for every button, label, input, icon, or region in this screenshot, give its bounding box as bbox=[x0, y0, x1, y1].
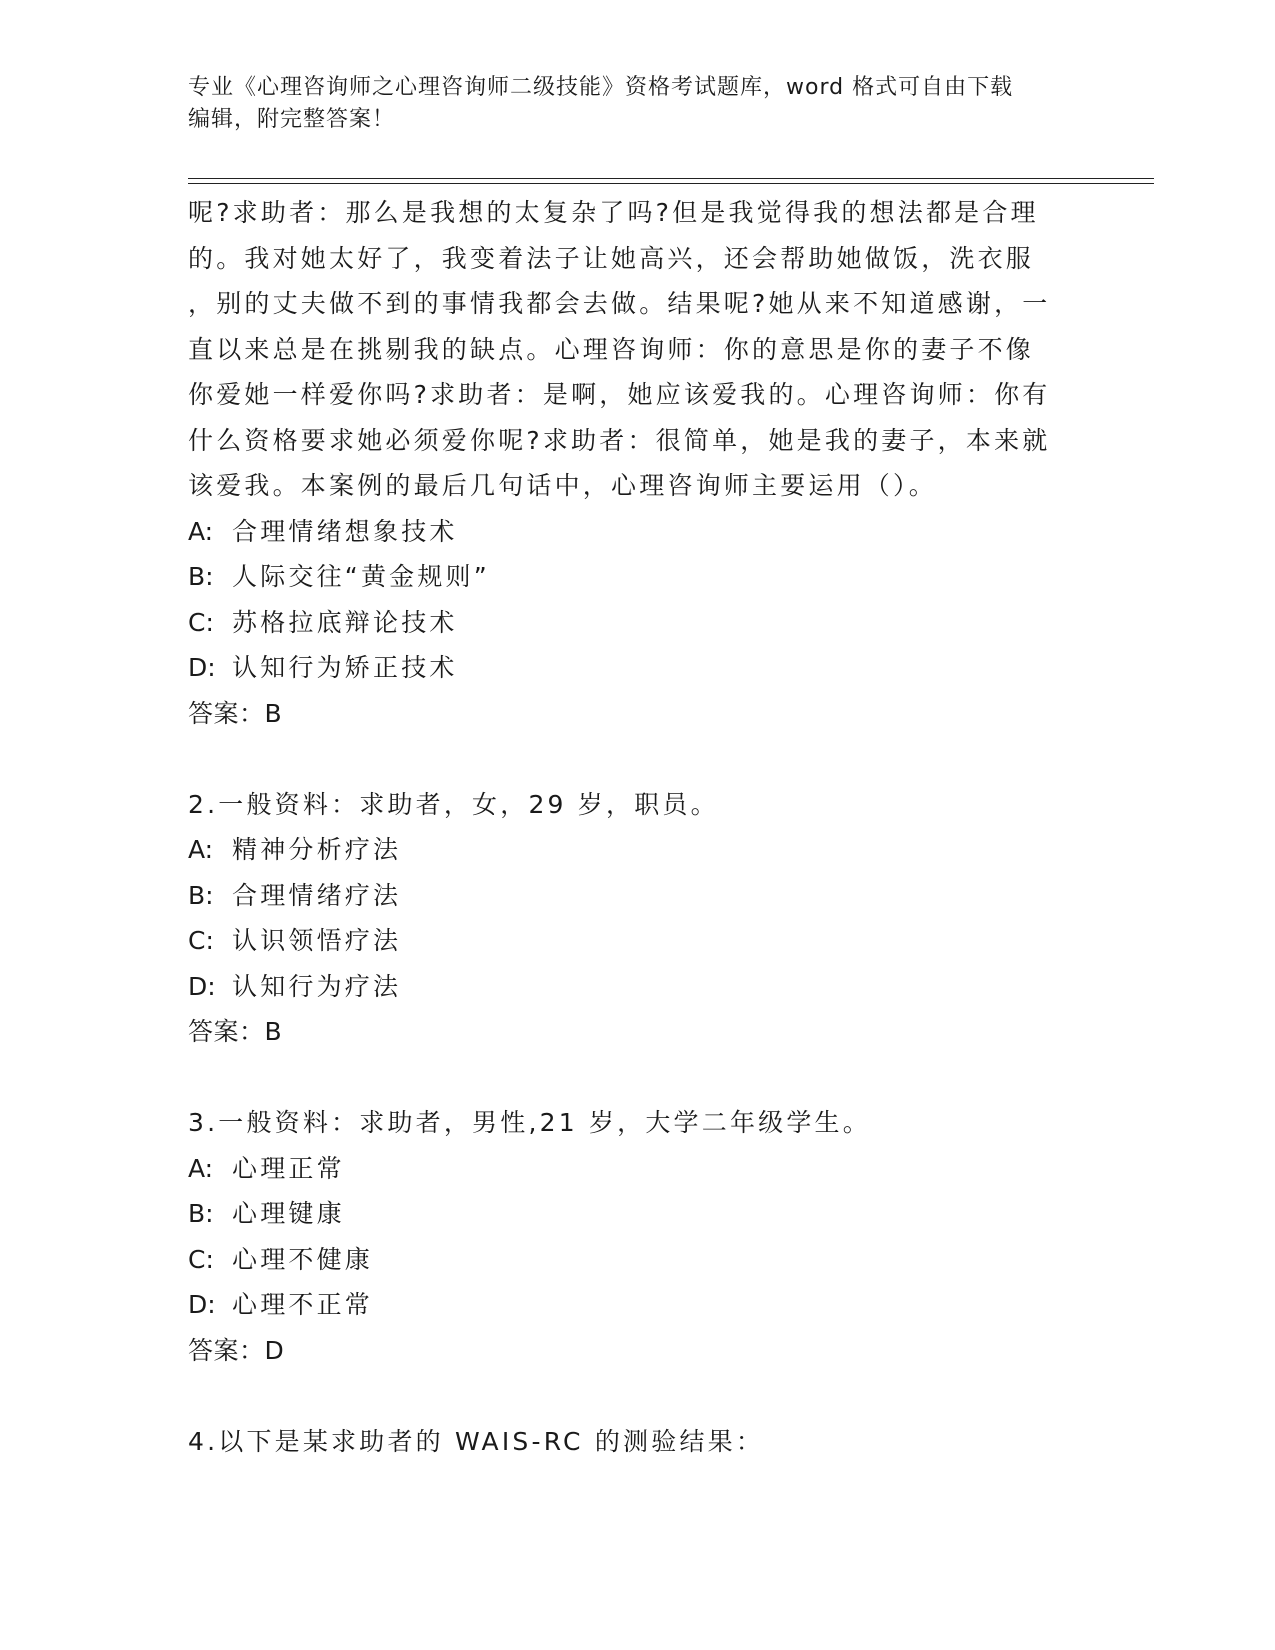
spacer bbox=[188, 736, 1088, 782]
option-label: B: bbox=[188, 562, 214, 591]
question-stem-line: 该爱我。本案例的最后几句话中，心理咨询师主要运用（）。 bbox=[188, 471, 937, 500]
option-b bbox=[188, 873, 1088, 919]
header-line-1: 专业《心理咨询师之心理咨询师二级技能》资格考试题库，word 格式可自由下载 bbox=[188, 75, 1014, 100]
question-stem-line: 直以来总是在挑剔我的缺点。心理咨询师：你的意思是你的妻子不像 bbox=[188, 334, 1035, 364]
option-text: 人际交往“黄金规则” bbox=[232, 562, 490, 591]
option-label: B: bbox=[188, 880, 214, 910]
option-label: B: bbox=[188, 1199, 214, 1228]
option-label: C: bbox=[188, 607, 214, 637]
option-c bbox=[188, 600, 1088, 646]
spacer bbox=[188, 1373, 1088, 1419]
question-stem-line: 你爱她一样爱你吗?求助者：是啊，她应该爱我的。心理咨询师：你有 bbox=[188, 380, 1051, 409]
option-label: A: bbox=[188, 1153, 214, 1183]
document-body bbox=[188, 190, 1088, 1464]
option-c bbox=[188, 1237, 1088, 1283]
option-c bbox=[188, 918, 1088, 964]
answer-line: 答案：D bbox=[188, 1335, 285, 1365]
question-1 bbox=[188, 190, 1088, 736]
option-text: 认知行为矫正技术 bbox=[232, 653, 458, 682]
option-label: A: bbox=[188, 835, 214, 864]
option-label: D: bbox=[188, 971, 216, 1001]
option-label: A: bbox=[188, 516, 214, 546]
option-text: 认识领悟疗法 bbox=[232, 926, 402, 955]
option-d bbox=[188, 645, 1088, 691]
option-text: 心理不正常 bbox=[232, 1290, 374, 1319]
option-text: 精神分析疗法 bbox=[232, 835, 402, 864]
option-label: C: bbox=[188, 1244, 214, 1274]
document-header bbox=[188, 72, 1088, 136]
question-stem-line: 呢?求助者：那么是我想的太复杂了吗?但是我觉得我的想法都是合理 bbox=[188, 198, 1039, 227]
question-4 bbox=[188, 1419, 1088, 1465]
header-line-2: 编辑，附完整答案！ bbox=[188, 107, 396, 132]
option-a bbox=[188, 827, 1088, 873]
answer-line: 答案：B bbox=[188, 698, 283, 728]
option-b bbox=[188, 1191, 1088, 1237]
header-rule-bottom bbox=[188, 183, 1154, 184]
option-text: 心理不健康 bbox=[232, 1244, 374, 1274]
option-d bbox=[188, 964, 1088, 1010]
question-title: 2.一般资料：求助者，女，29 岁，职员。 bbox=[188, 789, 719, 819]
question-title: 3.一般资料：求助者，男性,21 岁，大学二年级学生。 bbox=[188, 1108, 871, 1137]
option-text: 合理情绪想象技术 bbox=[232, 516, 458, 546]
option-b bbox=[188, 554, 1088, 600]
option-text: 苏格拉底辩论技术 bbox=[232, 607, 458, 637]
option-a bbox=[188, 1146, 1088, 1192]
question-title: 4.以下是某求助者的 WAIS-RC 的测验结果： bbox=[188, 1426, 765, 1456]
option-d bbox=[188, 1282, 1088, 1328]
question-stem-line: 的。我对她太好了，我变着法子让她高兴，还会帮助她做饭，洗衣服 bbox=[188, 243, 1035, 273]
option-text: 认知行为疗法 bbox=[232, 971, 402, 1001]
option-label: D: bbox=[188, 1290, 216, 1319]
option-label: C: bbox=[188, 926, 214, 955]
option-text: 心理正常 bbox=[232, 1153, 345, 1183]
option-text: 合理情绪疗法 bbox=[232, 880, 402, 910]
option-a bbox=[188, 509, 1088, 555]
option-label: D: bbox=[188, 653, 216, 682]
question-3 bbox=[188, 1100, 1088, 1373]
option-text: 心理键康 bbox=[232, 1199, 345, 1228]
spacer bbox=[188, 1055, 1088, 1101]
question-stem-line: 什么资格要求她必须爱你呢?求助者：很简单，她是我的妻子，本来就 bbox=[188, 425, 1051, 455]
answer-line: 答案：B bbox=[188, 1017, 283, 1046]
header-rule-top bbox=[188, 178, 1154, 179]
question-2 bbox=[188, 782, 1088, 1055]
question-stem-line: ，别的丈夫做不到的事情我都会去做。结果呢?她从来不知道感谢，一 bbox=[188, 289, 1051, 318]
